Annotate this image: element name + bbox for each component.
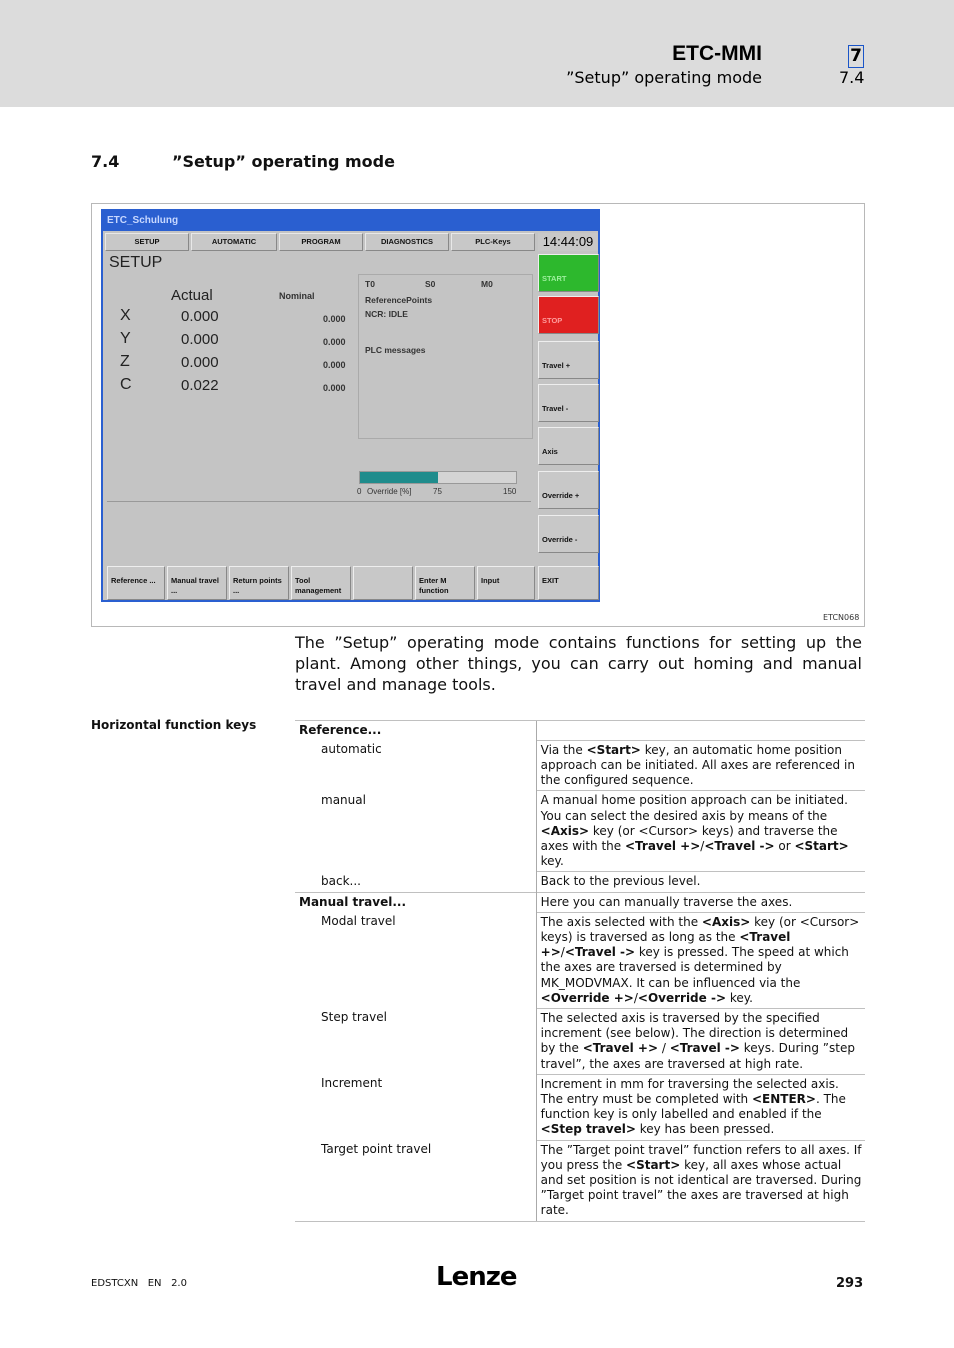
table-row bbox=[295, 740, 865, 791]
hmi-nominal-label: Nominal bbox=[279, 291, 315, 301]
table-row bbox=[295, 1008, 865, 1074]
table-row bbox=[295, 892, 865, 912]
figure-label: ETCN068 bbox=[823, 613, 860, 622]
hmi-key-return-points: Return points ... bbox=[229, 566, 289, 600]
table-row bbox=[295, 1140, 865, 1221]
hmi-spindle: S0 bbox=[425, 279, 436, 289]
hmi-key-travel-minus: Travel - bbox=[538, 384, 599, 422]
hmi-key-override-minus: Override - bbox=[538, 515, 599, 553]
key-description: Back to the previous level. bbox=[536, 872, 865, 892]
hmi-refpoints: ReferencePoints bbox=[365, 295, 433, 305]
hmi-override-label: Override [%] bbox=[367, 487, 412, 496]
hmi-menu-program: PROGRAM bbox=[279, 233, 363, 251]
key-name: Step travel bbox=[321, 1010, 387, 1025]
hmi-key-input: Input bbox=[477, 566, 535, 600]
hmi-key-enter-m-function: Enter M function bbox=[415, 566, 475, 600]
hmi-menu-diagnostics: DIAGNOSTICS bbox=[365, 233, 449, 251]
key-name: Manual travel... bbox=[295, 892, 536, 912]
key-name: Reference... bbox=[295, 721, 536, 741]
hmi-window-title: ETC_Schulung bbox=[107, 215, 179, 226]
header-title: ETC-MMI bbox=[672, 42, 762, 65]
key-description: The selected axis is traversed by the specified increment (see below). The direction is determined by the <Travel +> / <Travel -> keys. During ”step travel”, the axes are traversed at high rate. bbox=[536, 1008, 865, 1074]
key-description: Increment in mm for traversing the selected axis. The entry must be completed with <ENTER>. The function key is only labelled and enabled if the <Step travel> key has been pressed. bbox=[536, 1074, 865, 1140]
key-description: Via the <Start> key, an automatic home position approach can be initiated. All axes are referenced in the configured sequence. bbox=[536, 740, 865, 791]
table-row bbox=[295, 912, 865, 1008]
key-name: Target point travel bbox=[295, 1140, 536, 1221]
key-name: Modal travel bbox=[321, 914, 396, 929]
hmi-mfunc: M0 bbox=[481, 279, 493, 289]
hmi-axis-name: Z bbox=[120, 353, 130, 370]
hmi-axis-nominal: 0.000 bbox=[323, 383, 346, 393]
table-row bbox=[295, 872, 865, 892]
lenze-logo: Lenze bbox=[436, 1262, 517, 1292]
hmi-message-area bbox=[107, 501, 531, 550]
hmi-override-min: 0 bbox=[357, 487, 362, 496]
hmi-menu-plc-keys: PLC-Keys bbox=[451, 233, 535, 251]
hmi-mode-label: SETUP bbox=[109, 254, 163, 271]
table-row bbox=[295, 791, 865, 872]
hmi-key-tool-management: Tool management bbox=[291, 566, 351, 600]
hmi-clock: 14:44:09 bbox=[538, 233, 598, 251]
hmi-axis-nominal: 0.000 bbox=[323, 314, 346, 324]
footer-doc-id: EDSTCXN EN 2.0 bbox=[91, 1278, 187, 1289]
header-subtitle: ”Setup” operating mode bbox=[566, 68, 762, 87]
hmi-axis-nominal: 0.000 bbox=[323, 360, 346, 370]
hmi-key-stop: STOP bbox=[538, 296, 599, 334]
hmi-menu-setup: SETUP bbox=[105, 233, 189, 251]
table-row bbox=[295, 1074, 865, 1140]
hmi-ncr: NCR: IDLE bbox=[365, 309, 408, 319]
hmi-key-override-plus: Override + bbox=[538, 471, 599, 509]
hmi-axis-name: C bbox=[120, 376, 132, 393]
hmi-key-start: START bbox=[538, 254, 599, 292]
page-number: 293 bbox=[836, 1276, 864, 1291]
key-description: A manual home position approach can be initiated. You can select the desired axis by means of the <Axis> key (or <Cursor> keys) and traverse the axes with the <Travel +>/<Travel -> or <Start> key. bbox=[536, 791, 865, 872]
hmi-axis-actual: 0.022 bbox=[181, 377, 219, 394]
key-description: The axis selected with the <Axis> key (or <Cursor> keys) is traversed as long as the <Travel +>/<Travel -> key is pressed. The speed at which the axes are traversed is determined by MK_MODVMAX. It can be influenced via the <Override +>/<Override -> key. bbox=[536, 912, 865, 1008]
section-number: 7.4 bbox=[839, 68, 865, 87]
hmi-axis-actual: 0.000 bbox=[181, 331, 219, 348]
hmi-axis-actual: 0.000 bbox=[181, 308, 219, 325]
hmi-key-empty bbox=[353, 566, 413, 600]
hmi-actual-label: Actual bbox=[171, 287, 213, 304]
hmi-axis-name: Y bbox=[120, 330, 131, 347]
page-header bbox=[0, 0, 954, 107]
hmi-override-mid: 75 bbox=[433, 487, 442, 496]
key-description bbox=[536, 721, 865, 741]
hmi-menu-automatic: AUTOMATIC bbox=[191, 233, 277, 251]
section-heading-title: ”Setup” operating mode bbox=[172, 152, 395, 171]
intro-paragraph: The ”Setup” operating mode contains functions for setting up the plant. Among other things, you can carry out homing and manual travel and manage tools. bbox=[295, 633, 862, 694]
hmi-axis-nominal: 0.000 bbox=[323, 337, 346, 347]
hmi-key-axis: Axis bbox=[538, 427, 599, 465]
hmi-key-reference: Reference ... bbox=[107, 566, 165, 600]
hmi-tool: T0 bbox=[365, 279, 375, 289]
function-keys-table bbox=[295, 720, 865, 1222]
key-name: manual bbox=[321, 792, 366, 807]
section-heading-number: 7.4 bbox=[91, 152, 120, 171]
hmi-key-manual-travel: Manual travel ... bbox=[167, 566, 227, 600]
hmi-plc-messages: PLC messages bbox=[365, 345, 426, 355]
side-label: Horizontal function keys bbox=[91, 718, 257, 732]
hmi-override-bar bbox=[359, 471, 517, 484]
key-description: Here you can manually traverse the axes. bbox=[536, 892, 865, 912]
table-row bbox=[295, 721, 865, 741]
hmi-key-exit: EXIT bbox=[538, 566, 599, 600]
hmi-axis-name: X bbox=[120, 307, 131, 324]
key-name: back... bbox=[321, 873, 361, 888]
key-description: The ”Target point travel” function refers to all axes. If you press the <Start> key, all axes whose actual and set position is not identical are traversed. During ”Target point travel” the axes are traversed at high rate. bbox=[536, 1140, 865, 1221]
hmi-screenshot bbox=[101, 209, 600, 602]
key-name: Increment bbox=[321, 1076, 383, 1091]
key-name: automatic bbox=[321, 742, 382, 757]
hmi-titlebar bbox=[103, 211, 598, 231]
hmi-status-panel bbox=[358, 274, 533, 439]
hmi-override-max: 150 bbox=[503, 487, 517, 496]
hmi-key-travel-plus: Travel + bbox=[538, 341, 599, 379]
hmi-axis-actual: 0.000 bbox=[181, 354, 219, 371]
chapter-number: 7 bbox=[848, 45, 864, 68]
hmi-override-fill bbox=[360, 472, 438, 483]
